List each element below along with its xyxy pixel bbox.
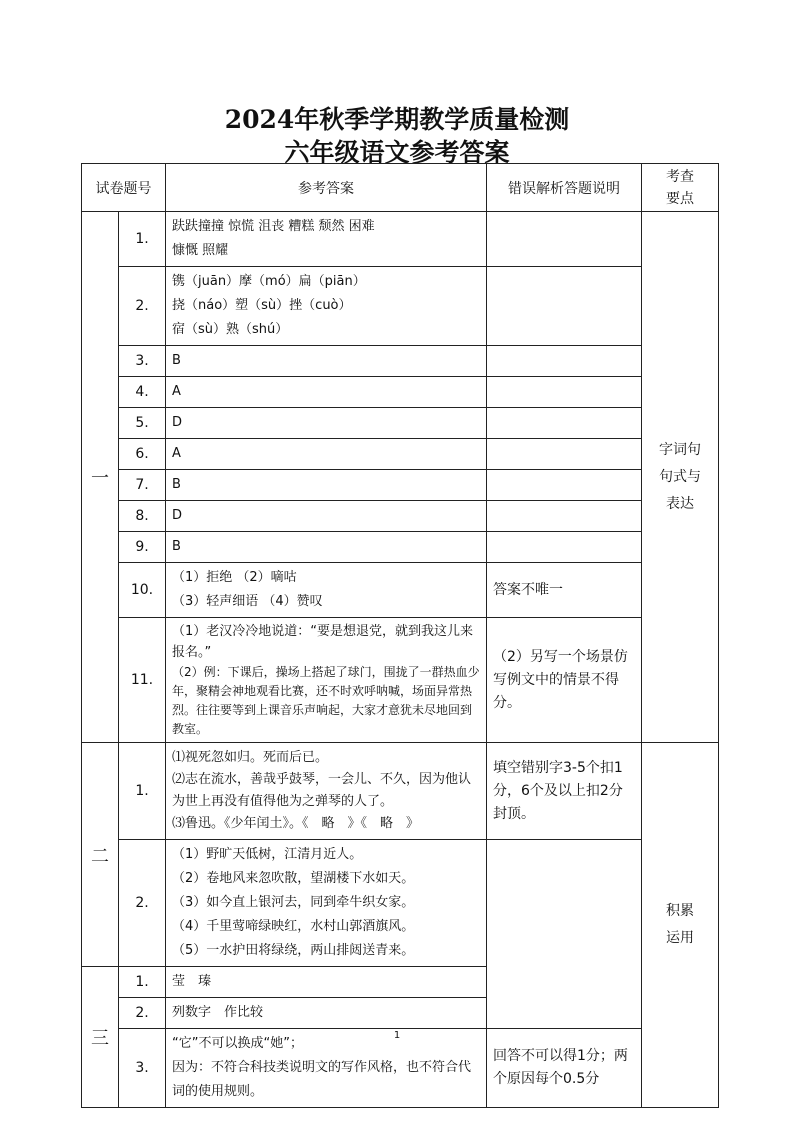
title-line-1: 2024年秋季学期教学质量检测 — [224, 105, 570, 134]
question-number: 3. — [119, 1029, 166, 1108]
table-row — [82, 532, 719, 563]
explanation-cell: 填空错别字3-5个扣1分，6个及以上扣2分封顶。 — [487, 743, 642, 840]
answer-cell: B — [166, 346, 487, 377]
question-number: 5. — [119, 408, 166, 439]
answer-table — [81, 163, 719, 1108]
answer-cell: A — [166, 439, 487, 470]
explanation-cell — [487, 408, 642, 439]
table-row — [82, 267, 719, 346]
explanation-cell — [487, 501, 642, 532]
answer-cell: ⑴视死忽如归。死而后已。 ⑵志在流水，善哉乎鼓琴，一会儿、不久，因为他认为世上再没有值得他为之弹琴的人了。 ⑶鲁迅。《少年闰土》。《 略 》《 略 》 — [166, 743, 487, 840]
question-number: 4. — [119, 377, 166, 408]
question-number: 7. — [119, 470, 166, 501]
explanation-cell — [487, 212, 642, 267]
question-number: 10. — [119, 563, 166, 618]
table-row — [82, 212, 719, 267]
explanation-cell — [487, 840, 642, 1029]
explanation-cell — [487, 377, 642, 408]
question-number: 2. — [119, 840, 166, 967]
keypoint-cell: 字词句句式与表达 — [642, 212, 719, 743]
table-row — [82, 501, 719, 532]
header-section: 试卷题号 — [82, 164, 166, 212]
question-number: 9. — [119, 532, 166, 563]
section-2-label: 二 — [82, 743, 119, 967]
table-row — [82, 840, 719, 967]
question-number: 3. — [119, 346, 166, 377]
title-line-2: 六年级语文参考答案 — [284, 138, 510, 167]
explanation-cell — [487, 267, 642, 346]
keypoint-cell: 积累运用 — [642, 743, 719, 1108]
question-number: 1. — [119, 212, 166, 267]
question-number: 8. — [119, 501, 166, 532]
table-row — [82, 563, 719, 618]
answer-cell: B — [166, 532, 487, 563]
answer-cell: （1）老汉冷冷地说道：“要是想退党，就到我这儿来报名。” （2）例：下课后，操场上搭起了球门，围拢了一群热血少年，聚精会神地观看比赛，还不时欢呼呐喊，场面异常热烈。往往要等到上课音乐声响起，大家才意犹未尽地回到教室。 — [166, 618, 487, 743]
table-row — [82, 618, 719, 743]
question-number: 1. — [119, 743, 166, 840]
answer-cell: D — [166, 408, 487, 439]
question-number: 11. — [119, 618, 166, 743]
section-3-label: 三 — [82, 967, 119, 1108]
question-number: 2. — [119, 267, 166, 346]
explanation-cell: 答案不唯一 — [487, 563, 642, 618]
answer-cell: 莹 瑧 — [166, 967, 487, 998]
page-number: 1 — [393, 1030, 401, 1041]
explanation-cell: 回答不可以得1分；两个原因每个0.5分 — [487, 1029, 642, 1108]
explanation-cell — [487, 346, 642, 377]
answer-cell: （1）拒绝 （2）嘀咕 （3）轻声细语 （4）赞叹 — [166, 563, 487, 618]
table-row — [82, 470, 719, 501]
table-header-row — [82, 164, 719, 212]
answer-cell: （1）野旷天低树，江清月近人。 （2）卷地风来忽吹散，望湖楼下水如天。 （3）如今直上银河去，同到牵牛织女家。 （4）千里莺啼绿映红，水村山郭酒旗风。 （5）一水护田将绿绕，两山排闼送青来。 — [166, 840, 487, 967]
explanation-cell — [487, 532, 642, 563]
section-1-label: 一 — [82, 212, 119, 743]
answer-cell: B — [166, 470, 487, 501]
header-keypoint: 考查要点 — [642, 164, 719, 212]
answer-cell: A — [166, 377, 487, 408]
header-explanation: 错误解析答题说明 — [487, 164, 642, 212]
answer-cell: “它”不可以换成“她”； 因为：不符合科技类说明文的写作风格，也不符合代词的使用规则。 — [166, 1029, 487, 1108]
table-row — [82, 408, 719, 439]
answer-cell: 镌（juān）摩（mó）扁（piān） 挠（náo）塑（sù）挫（cuò） 宿（sù）熟（shú） — [166, 267, 487, 346]
table-row — [82, 346, 719, 377]
table-row — [82, 377, 719, 408]
explanation-cell — [487, 470, 642, 501]
answer-cell: D — [166, 501, 487, 532]
answer-cell: 列数字 作比较 — [166, 998, 487, 1029]
explanation-cell — [487, 439, 642, 470]
table-row — [82, 439, 719, 470]
question-number: 2. — [119, 998, 166, 1029]
question-number: 6. — [119, 439, 166, 470]
header-answer: 参考答案 — [166, 164, 487, 212]
explanation-cell: （2）另写一个场景仿写例文中的情景不得分。 — [487, 618, 642, 743]
question-number: 1. — [119, 967, 166, 998]
answer-cell: 趺趺撞撞 惊慌 沮丧 糟糕 颓然 困难 慷慨 照耀 — [166, 212, 487, 267]
table-row — [82, 743, 719, 840]
